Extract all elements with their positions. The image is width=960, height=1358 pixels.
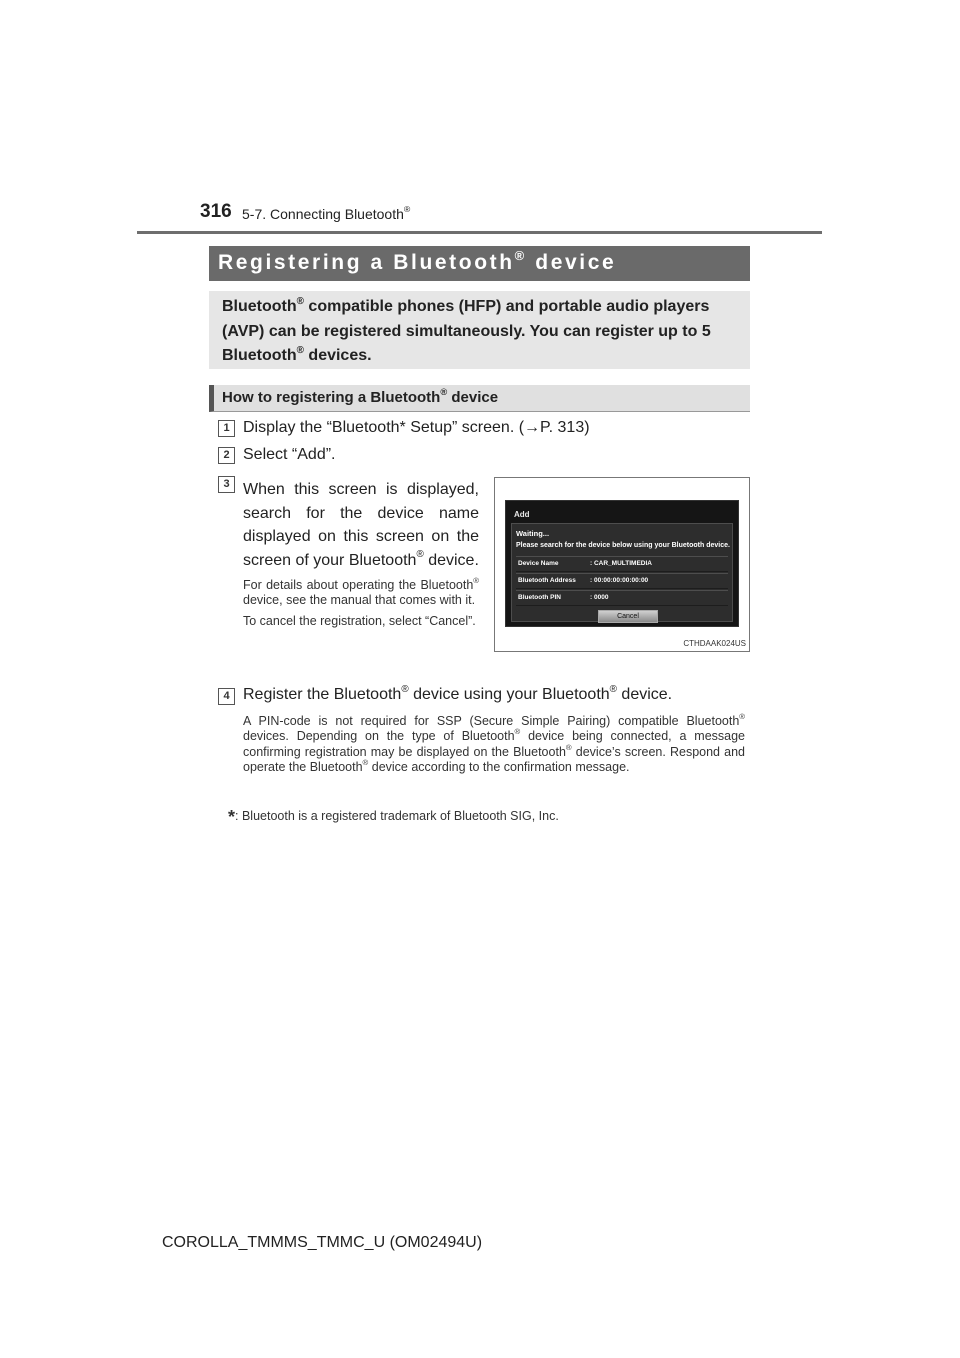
step-4-text-a: Register the Bluetooth <box>243 686 402 703</box>
title-text-end: device <box>526 251 617 274</box>
step-number-1: 1 <box>218 420 235 437</box>
step-2-text: Select “Add”. <box>243 446 336 463</box>
registered-mark: ® <box>609 683 617 695</box>
step-4-note <box>243 714 745 775</box>
footnote-asterisk: * <box>228 807 236 827</box>
title-text: Registering a Bluetooth <box>218 251 515 274</box>
screen-instruction: Please search for the device below using your Bluetooth device. <box>516 542 730 549</box>
row-label: Bluetooth PIN <box>518 594 561 601</box>
screen-title: Add <box>514 510 530 519</box>
registered-mark: ® <box>514 727 521 737</box>
bluetooth-address-row <box>516 573 728 589</box>
intro-box <box>209 291 750 369</box>
subheading-text: How to registering a Bluetooth <box>222 389 441 406</box>
screen-panel <box>511 523 733 622</box>
registered-mark: ® <box>440 387 448 398</box>
row-value: : 0000 <box>590 594 609 601</box>
step-3-note-1 <box>243 578 479 608</box>
step-3-block <box>243 478 479 629</box>
screen-status: Waiting... <box>516 529 550 538</box>
registered-mark: ® <box>739 712 745 722</box>
step-1-text: Display the “Bluetooth* Setup” screen. (→P. 313) <box>243 419 590 436</box>
registered-mark: ® <box>362 757 369 767</box>
step-number-2: 2 <box>218 447 235 464</box>
registered-mark: ® <box>403 204 411 215</box>
subheading-text-end: device <box>447 389 499 406</box>
registered-mark: ® <box>296 295 304 307</box>
step-4-note-d: device’s screen. Respond and operate the Bluetooth <box>243 744 745 774</box>
screen-figure <box>494 477 750 652</box>
step-4-text-c: device. <box>616 686 673 703</box>
page-number: 316 <box>200 201 232 222</box>
step-4-note-c: device being connected, a message confirming registration may be displayed on the Bluetooth <box>243 729 746 759</box>
step-number-3: 3 <box>218 476 235 493</box>
registered-mark: ® <box>514 247 527 263</box>
row-label: Bluetooth Address <box>518 577 576 584</box>
footnote <box>228 804 559 825</box>
step-4-text <box>243 683 673 704</box>
intro-text: compatible phones (HFP) and portable audio players (AVP) can be registered simultaneously. You can register up to 5 Bluetooth <box>222 298 711 364</box>
section-reference <box>242 206 410 222</box>
step-3-text <box>243 478 479 572</box>
step-3-text-b: device. <box>423 551 479 569</box>
step-3-note-1-a: For details about operating the Bluetooth <box>243 578 474 592</box>
registered-mark: ® <box>296 344 304 356</box>
device-name-row <box>516 556 728 572</box>
footnote-text: : Bluetooth is a registered trademark of Bluetooth SIG, Inc. <box>235 809 559 823</box>
step-4-text-b: device using your Bluetooth <box>408 686 610 703</box>
row-value: : CAR_MULTIMEDIA <box>590 560 652 567</box>
registered-mark: ® <box>416 549 424 561</box>
intro-text: Bluetooth <box>222 298 297 315</box>
bluetooth-pin-row <box>516 590 728 606</box>
step-3-note-2: To cancel the registration, select “Cancel”. <box>243 614 476 628</box>
subheading <box>209 385 750 412</box>
step-4-note-b: devices. Depending on the type of Bluetooth <box>243 729 515 744</box>
step-3-text-a: When this screen is displayed, search for the device name displayed on this screen on the screen of your Bluetooth <box>243 481 479 569</box>
figure-code: CTHDAAK024US <box>683 639 746 648</box>
footer-doc-code: COROLLA_TMMMS_TMMC_U (OM02494U) <box>162 1234 483 1251</box>
row-label: Device Name <box>518 560 559 567</box>
registered-mark: ® <box>401 683 409 695</box>
header-rule <box>137 231 822 234</box>
row-value: : 00:00:00:00:00:00 <box>590 577 649 584</box>
intro-text: devices. <box>303 347 372 364</box>
registered-mark: ® <box>565 742 572 752</box>
step-4-note-a: A PIN-code is not required for SSP (Secure Simple Pairing) compatible Bluetooth <box>243 714 740 728</box>
head-unit-screen <box>505 500 739 627</box>
registered-mark: ® <box>473 576 479 586</box>
step-4-note-e: device according to the confirmation message. <box>368 759 630 774</box>
section-ref-text: 5-7. Connecting Bluetooth <box>242 206 404 222</box>
step-3-note-1-b: device, see the manual that comes with it. <box>243 593 476 607</box>
step-number-4: 4 <box>218 688 235 705</box>
section-title-bar <box>209 246 750 281</box>
cancel-button[interactable]: Cancel <box>598 610 658 623</box>
